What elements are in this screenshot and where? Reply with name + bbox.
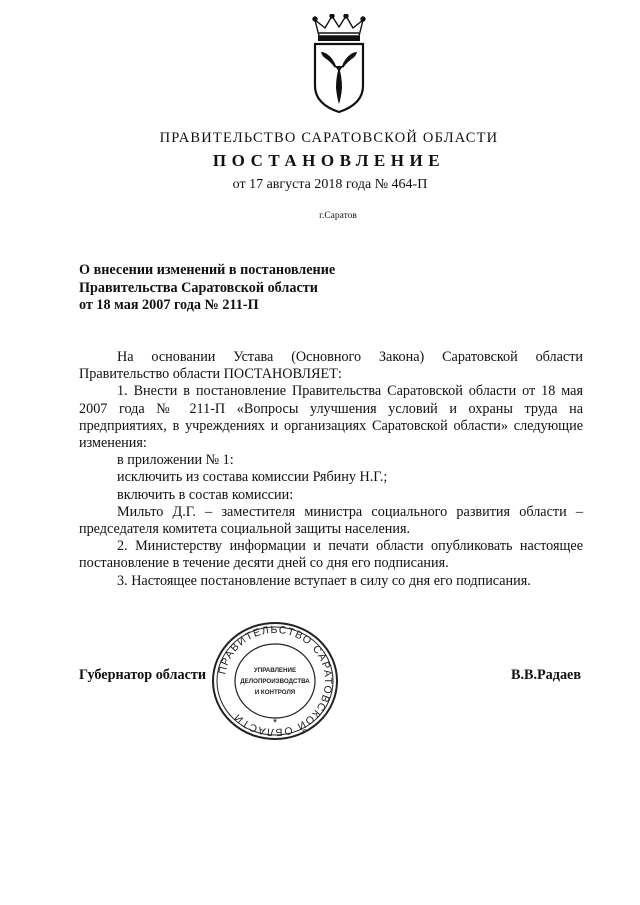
body-paragraph: в приложении № 1: [117, 452, 234, 469]
body-paragraph: 1. Внести в постановление Правительства Саратовской области от 18 мая 2007 года № 211-П «Вопросы улучшения условий и охраны труда на предприятиях, в учреждениях и организациях Саратовской области» следующие изменения: [79, 383, 583, 452]
body-paragraph: На основании Устава (Основного Закона) Саратовской области Правительство области ПОСТАНОВЛЯЕТ: [79, 349, 583, 383]
body-paragraph: 2. Министерству информации и печати области опубликовать настоящее постановление в течение десяти дней со дня его подписания. [79, 538, 583, 572]
body-paragraph: Мильто Д.Г. – заместителя министра социального развития области – председателя комитета социальной защиты населения. [79, 503, 583, 538]
stamp-center-line: И КОНТРОЛЯ [254, 689, 296, 696]
stamp-center-line: ДЕЛОПРОИЗВОДСТВА [240, 678, 310, 685]
body-paragraph: 3. Настоящее постановление вступает в силу со дня его подписания. [117, 572, 531, 589]
stamp-ring-text: ПРАВИТЕЛЬСТВО САРАТОВСКОЙ ОБЛАСТИ [216, 623, 335, 739]
document-date-number: от 17 августа 2018 года № 464-П [232, 177, 428, 192]
subject-line: от 18 мая 2007 года № 211-П [79, 297, 259, 313]
subject-line: Правительства Саратовской области [79, 279, 318, 296]
government-name: ПРАВИТЕЛЬСТВО САРАТОВСКОЙ ОБЛАСТИ [159, 130, 499, 146]
stamp-center-line: УПРАВЛЕНИЕ [253, 667, 297, 674]
body-paragraph: исключить из состава комиссии Рябину Н.Г.; [117, 469, 388, 486]
document-city: г.Саратов [319, 211, 357, 221]
signatory-name: В.В.Радаев [510, 667, 581, 683]
body-paragraph: включить в состав комиссии: [117, 486, 294, 503]
saratov-coat-of-arms-icon [305, 14, 373, 114]
subject-line: О внесении изменений в постановление [79, 262, 336, 278]
stamp-star: * [272, 717, 278, 729]
official-stamp-icon [210, 620, 340, 742]
document-type-title: ПОСТАНОВЛЕНИЕ [212, 151, 446, 170]
signatory-position: Губернатор области [79, 667, 207, 683]
document-body [79, 349, 583, 590]
document-subject [79, 262, 335, 315]
